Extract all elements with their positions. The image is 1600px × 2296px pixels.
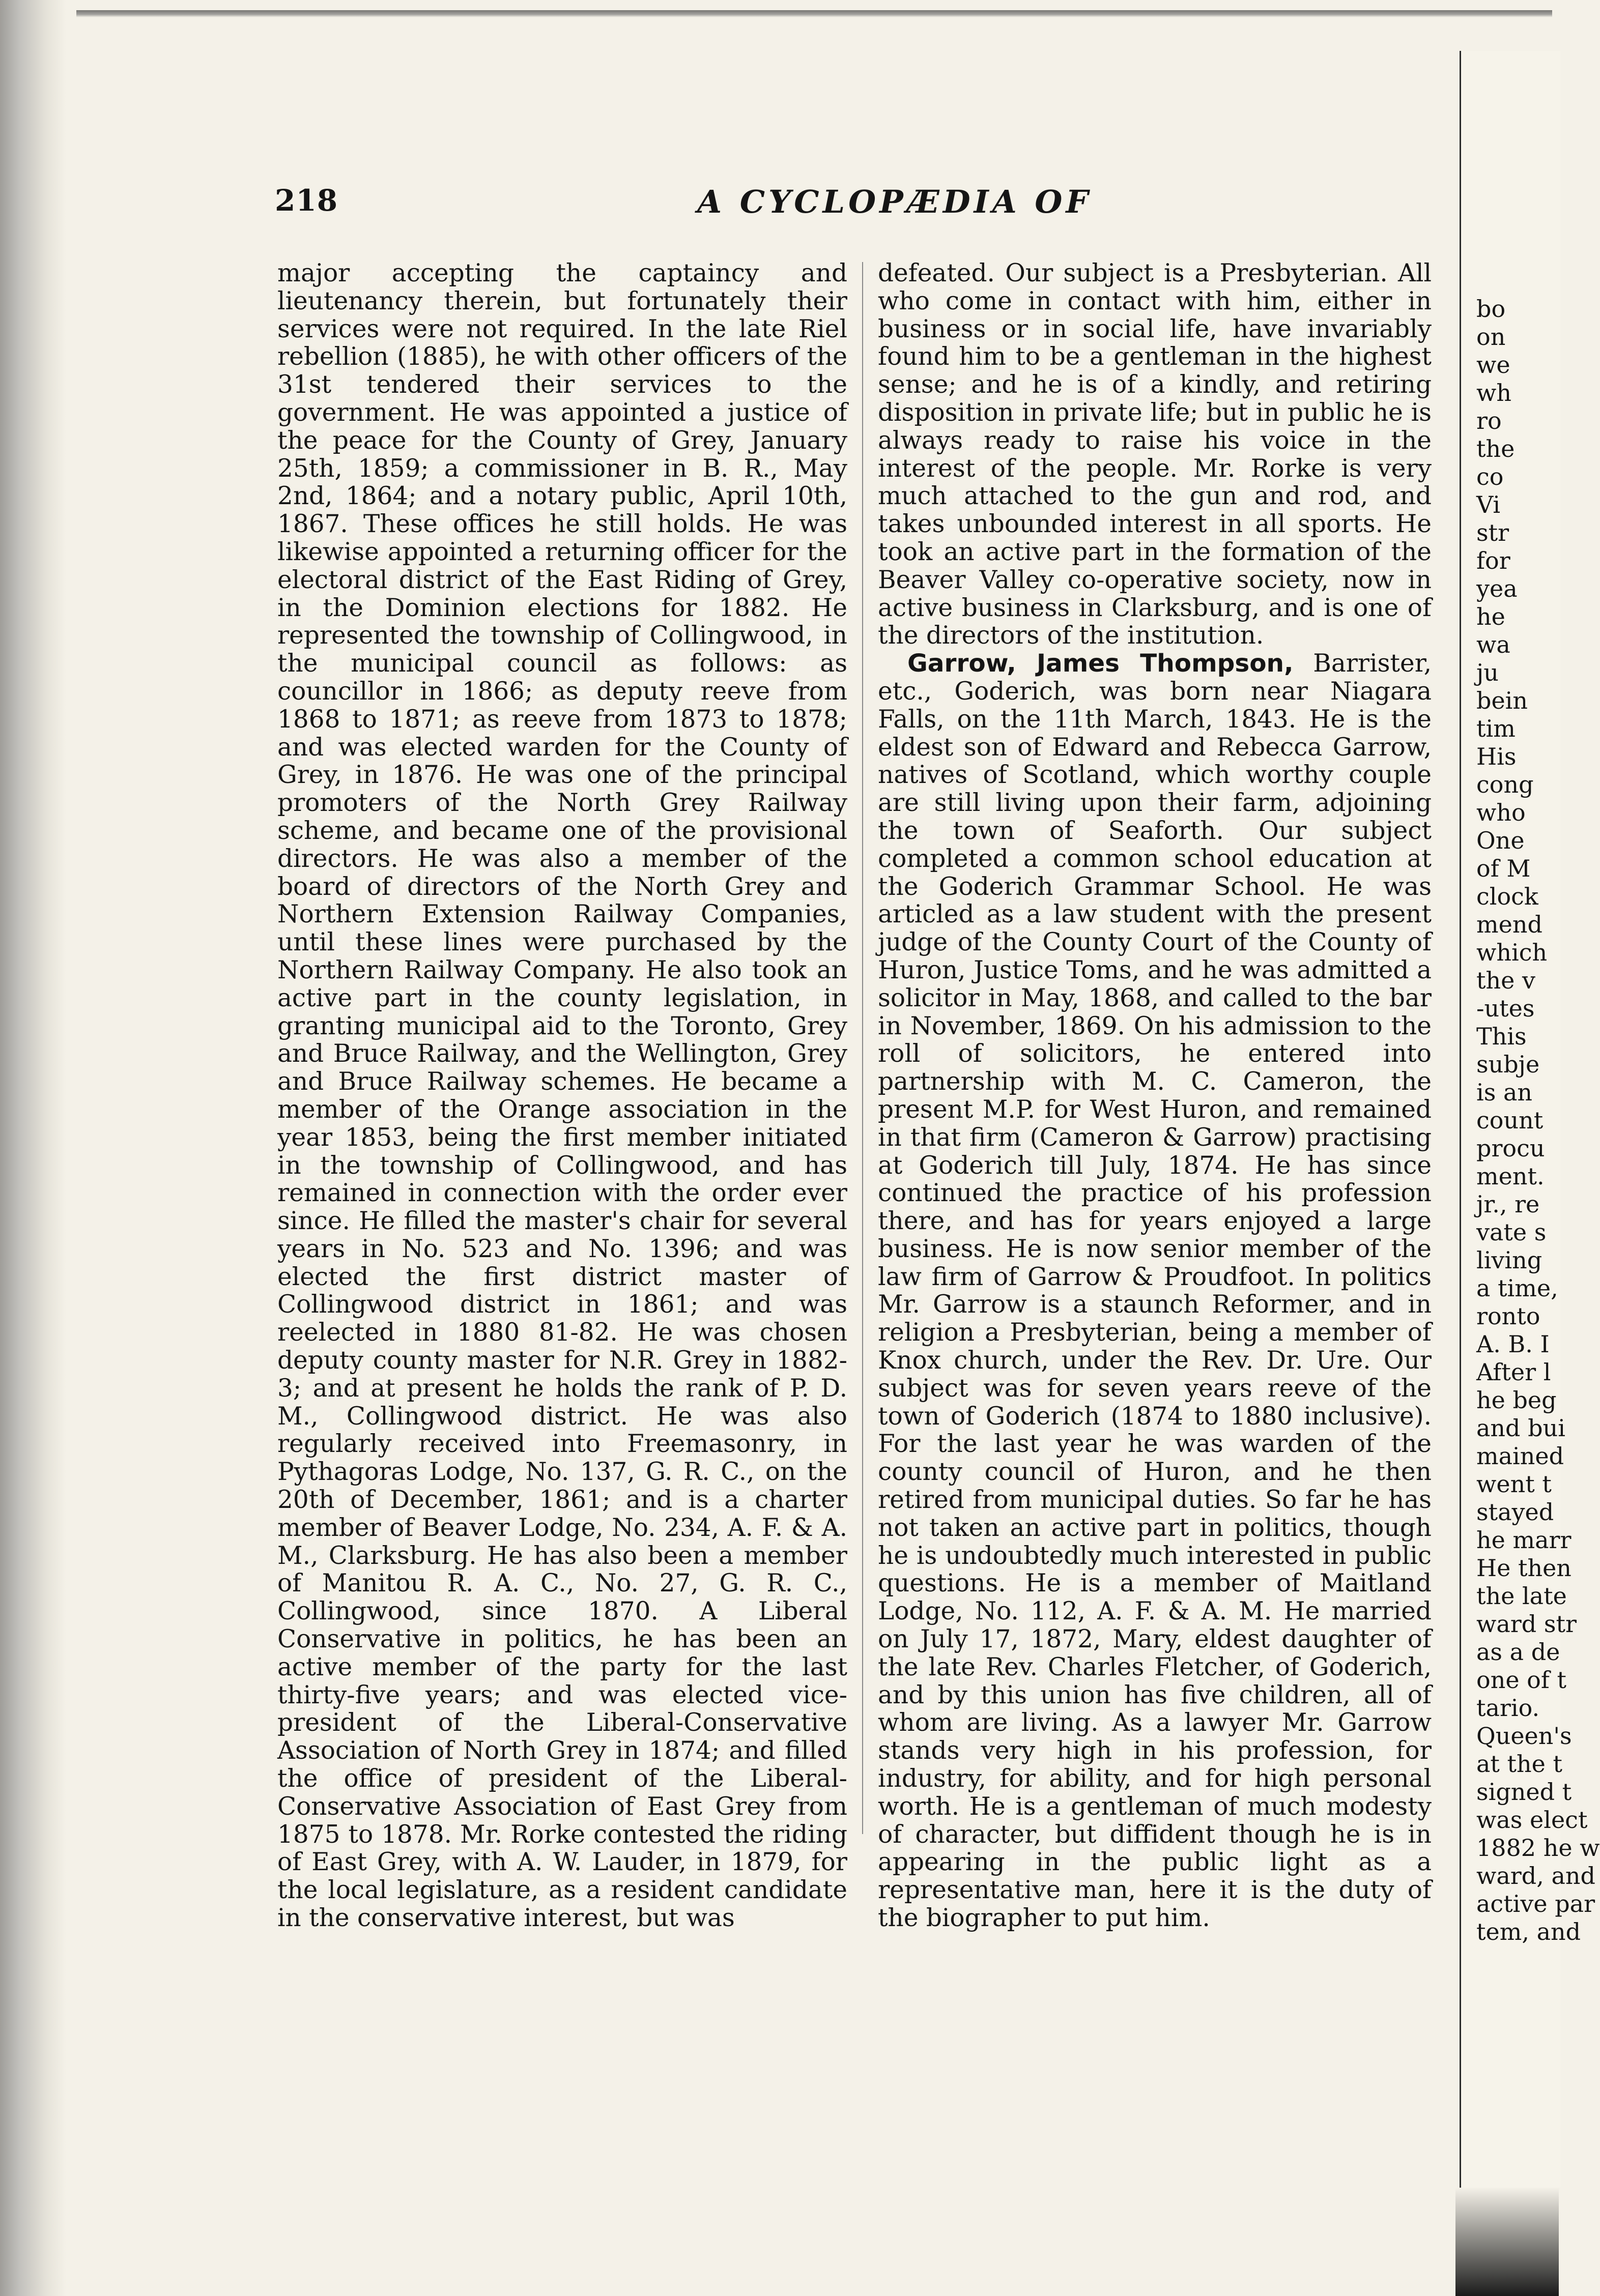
adjacent-page-line: count (1476, 1107, 1544, 1134)
adjacent-page-line: wa (1476, 631, 1510, 658)
adjacent-page-line: who (1476, 799, 1526, 826)
adjacent-page-line: one of t (1476, 1666, 1566, 1694)
adjacent-page-line: on (1476, 323, 1506, 351)
adjacent-page-text (1461, 295, 1600, 1946)
left-column (277, 259, 847, 1932)
adjacent-page-line: After l (1476, 1358, 1551, 1386)
left-column-paragraph: major accepting the captaincy and lieutenancy therein, but fortunately their services were not required. In the late Riel rebellion (1885), he with other officers of the 31st tendered their services to the government. He was appointed a justice of the peace for the County of Grey, January 25th, 1859; a commissioner in B. R., May 2nd, 1864; and a notary public, April 10th, 1867. These offices he still holds. He was likewise appointed a returning officer for the electoral district of the East Riding of Grey, in the Dominion elections for 1882. He represented the township of Collingwood, in the municipal council as follows: as councillor in 1866; as deputy reeve from 1868 to 1871; as reeve from 1873 to 1878; and was elected warden for the County of Grey, in 1876. He was one of the principal promoters of the North Grey Railway scheme, and became one of the provisional directors. He was also a member of the board of directors of the North Grey and Northern Extension Railway Companies, until these lines were purchased by the Northern Railway Company. He also took an active part in the county legislation, in granting municipal aid to the Toronto, Grey and Bruce Railway, and the Wellington, Grey and Bruce Railway schemes. He became a member of the Orange association in the year 1853, being the first member initiated in the township of Collingwood, and has remained in connection with the order ever since. He filled the master's chair for several years in No. 523 and No. 1396; and was elected the first district master of Collingwood district in 1861; and was reelected in 1880 81-82. He was chosen deputy county master for N.R. Grey in 1882-3; and at present he holds the rank of P. D. M., Collingwood district. He was also regularly received into Freemasonry, in Pythagoras Lodge, No. 137, G. R. C., on the 20th of December, 1861; and is a charter member of Beaver Lodge, No. 234, A. F. & A. M., Clarksburg. He has also been a member of Manitou R. A. C., No. 27, G. R. C., Collingwood, since 1870. A Liberal Conservative in politics, he has been an active member of the party for the last thirty-five years; and was elected vice-president of the Liberal-Conservative Association of North Grey in 1874; and filled the office of president of the Liberal-Conservative Association of East Grey from 1875 to 1878. Mr. Rorke contested the riding of East Grey, with A. W. Lauder, in 1879, for the local legislature, as a resident candidate in the conservative interest, but was (277, 259, 847, 1933)
adjacent-page-line: Vi (1476, 491, 1501, 518)
adjacent-page-line: cong (1476, 771, 1534, 798)
adjacent-page-edge (1460, 51, 1600, 2188)
adjacent-page-line: ro (1476, 407, 1502, 434)
right-column (878, 259, 1432, 1932)
entry-name-garrow: Garrow, James Thompson, (907, 649, 1294, 678)
adjacent-page-line: is an (1476, 1079, 1532, 1106)
adjacent-page-line: active par (1476, 1890, 1595, 1917)
adjacent-page-line: the late (1476, 1582, 1567, 1610)
adjacent-page-line: str (1476, 519, 1509, 546)
adjacent-page-line: at the t (1476, 1750, 1562, 1778)
adjacent-page-line: wh (1476, 379, 1511, 406)
adjacent-page-line: he marr (1476, 1526, 1572, 1554)
adjacent-page-line: signed t (1476, 1778, 1572, 1806)
adjacent-page-line: One (1476, 827, 1525, 854)
scan-corner-shadow (1455, 2188, 1559, 2296)
adjacent-page-line: stayed (1476, 1498, 1554, 1526)
adjacent-page-line: he beg (1476, 1386, 1557, 1414)
scan-shadow-left (0, 0, 66, 2296)
adjacent-page-line: he (1476, 603, 1505, 630)
adjacent-page-line: the v (1476, 967, 1535, 994)
adjacent-page-line: of M (1476, 855, 1531, 882)
adjacent-page-line: jr., re (1476, 1190, 1540, 1218)
adjacent-page-line: which (1476, 939, 1548, 966)
adjacent-page-line: for (1476, 547, 1510, 574)
adjacent-page-line: ward str (1476, 1610, 1577, 1638)
adjacent-page-line: yea (1476, 575, 1518, 602)
adjacent-page-line: tem, and (1476, 1918, 1581, 1945)
adjacent-page-line: tario. (1476, 1694, 1540, 1722)
garrow-entry (878, 650, 1432, 1932)
adjacent-page-line: a time, (1476, 1274, 1558, 1302)
adjacent-page-line: -utes (1476, 995, 1535, 1022)
adjacent-page-line: clock (1476, 883, 1538, 910)
page-header (0, 183, 1455, 224)
running-head: A CYCLOPÆDIA OF (697, 183, 1092, 220)
garrow-entry-text: Barrister, etc., Goderich, was born near Niagara Falls, on the 11th March, 1843. He is the eldest son of Edward and Rebecca Garrow, natives of Scotland, which worthy couple are still living upon their farm, adjoining the town of Seaforth. Our subject completed a common school education at the Goderich Grammar School. He was articled as a law student with the present judge of the County Court of the County of Huron, Justice Toms, and he was admitted a solicitor in May, 1868, and called to the bar in November, 1869. On his admission to the roll of solicitors, he entered into partnership with M. C. Cameron, the present M.P. for West Huron, and remained in that firm (Cameron & Garrow) practising at Goderich till July, 1874. He has since continued the practice of his profession there, and has for years enjoyed a large business. He is now senior member of the law firm of Garrow & Proudfoot. In politics Mr. Garrow is a staunch Reformer, and in religion a Presbyterian, being a member of Knox church, under the Rev. Dr. Ure. Our subject was for seven years reeve of the town of Goderich (1874 to 1880 inclusive). For the last year he was warden of the county council of Huron, and he then retired from municipal duties. So far he has not taken an active part in politics, though he is undoubtedly much interested in public questions. He is a member of Maitland Lodge, No. 112, A. F. & A. M. He married on July 17, 1872, Mary, eldest daughter of the late Rev. Charles Fletcher, of Goderich, and by this union has five children, all of whom are living. As a lawyer Mr. Garrow stands very high in his profession, for industry, for ability, and for high personal worth. He is a gentleman of much modesty of character, but diffident though he is in appearing in the public light as a representative man, here it is the duty of the biographer to put him. (878, 649, 1432, 1933)
page-number: 218 (275, 183, 338, 218)
rorke-entry-continuation: defeated. Our subject is a Presbyterian. All who come in contact with him, either in business or in social life, have invariably found him to be a gentleman in the highest sense; and he is of a kindly, and retiring disposition in private life; but in public he is always ready to raise his voice in the interest of the people. Mr. Rorke is very much attached to the gun and rod, and takes unbounded interest in all sports. He took an active part in the formation of the Beaver Valley co-operative society, now in active business in Clarksburg, and is one of the directors of the institution. (878, 259, 1432, 650)
scan-top-edge (76, 10, 1552, 17)
adjacent-page-line: This (1476, 1023, 1527, 1050)
adjacent-page-line: ronto (1476, 1302, 1540, 1330)
adjacent-page-line: we (1476, 351, 1510, 379)
column-divider (862, 262, 863, 1834)
adjacent-page-line: procu (1476, 1135, 1545, 1162)
adjacent-page-line: mained (1476, 1442, 1564, 1470)
adjacent-page-line: was elect (1476, 1806, 1588, 1834)
adjacent-page-line: the (1476, 435, 1515, 462)
adjacent-page-line: subje (1476, 1051, 1540, 1078)
adjacent-page-line: as a de (1476, 1638, 1560, 1666)
adjacent-page-line: vate s (1476, 1218, 1547, 1246)
adjacent-page-line: Queen's (1476, 1722, 1572, 1750)
adjacent-page-line: A. B. I (1476, 1330, 1550, 1358)
adjacent-page-line: His (1476, 743, 1517, 770)
adjacent-page-line: and bui (1476, 1414, 1565, 1442)
adjacent-page-line: bo (1476, 295, 1506, 323)
adjacent-page-line: tim (1476, 715, 1516, 742)
adjacent-page-line: co (1476, 463, 1504, 490)
adjacent-page-line: ment. (1476, 1162, 1545, 1190)
adjacent-page-line: 1882 he w (1476, 1834, 1600, 1862)
adjacent-page-line: went t (1476, 1470, 1552, 1498)
adjacent-page-line: bein (1476, 687, 1528, 714)
adjacent-page-line: ward, and (1476, 1862, 1595, 1890)
adjacent-page-line: mend (1476, 911, 1542, 938)
adjacent-page-line: ju (1476, 659, 1499, 686)
adjacent-page-line: living (1476, 1246, 1542, 1274)
adjacent-page-line: He then (1476, 1554, 1572, 1582)
